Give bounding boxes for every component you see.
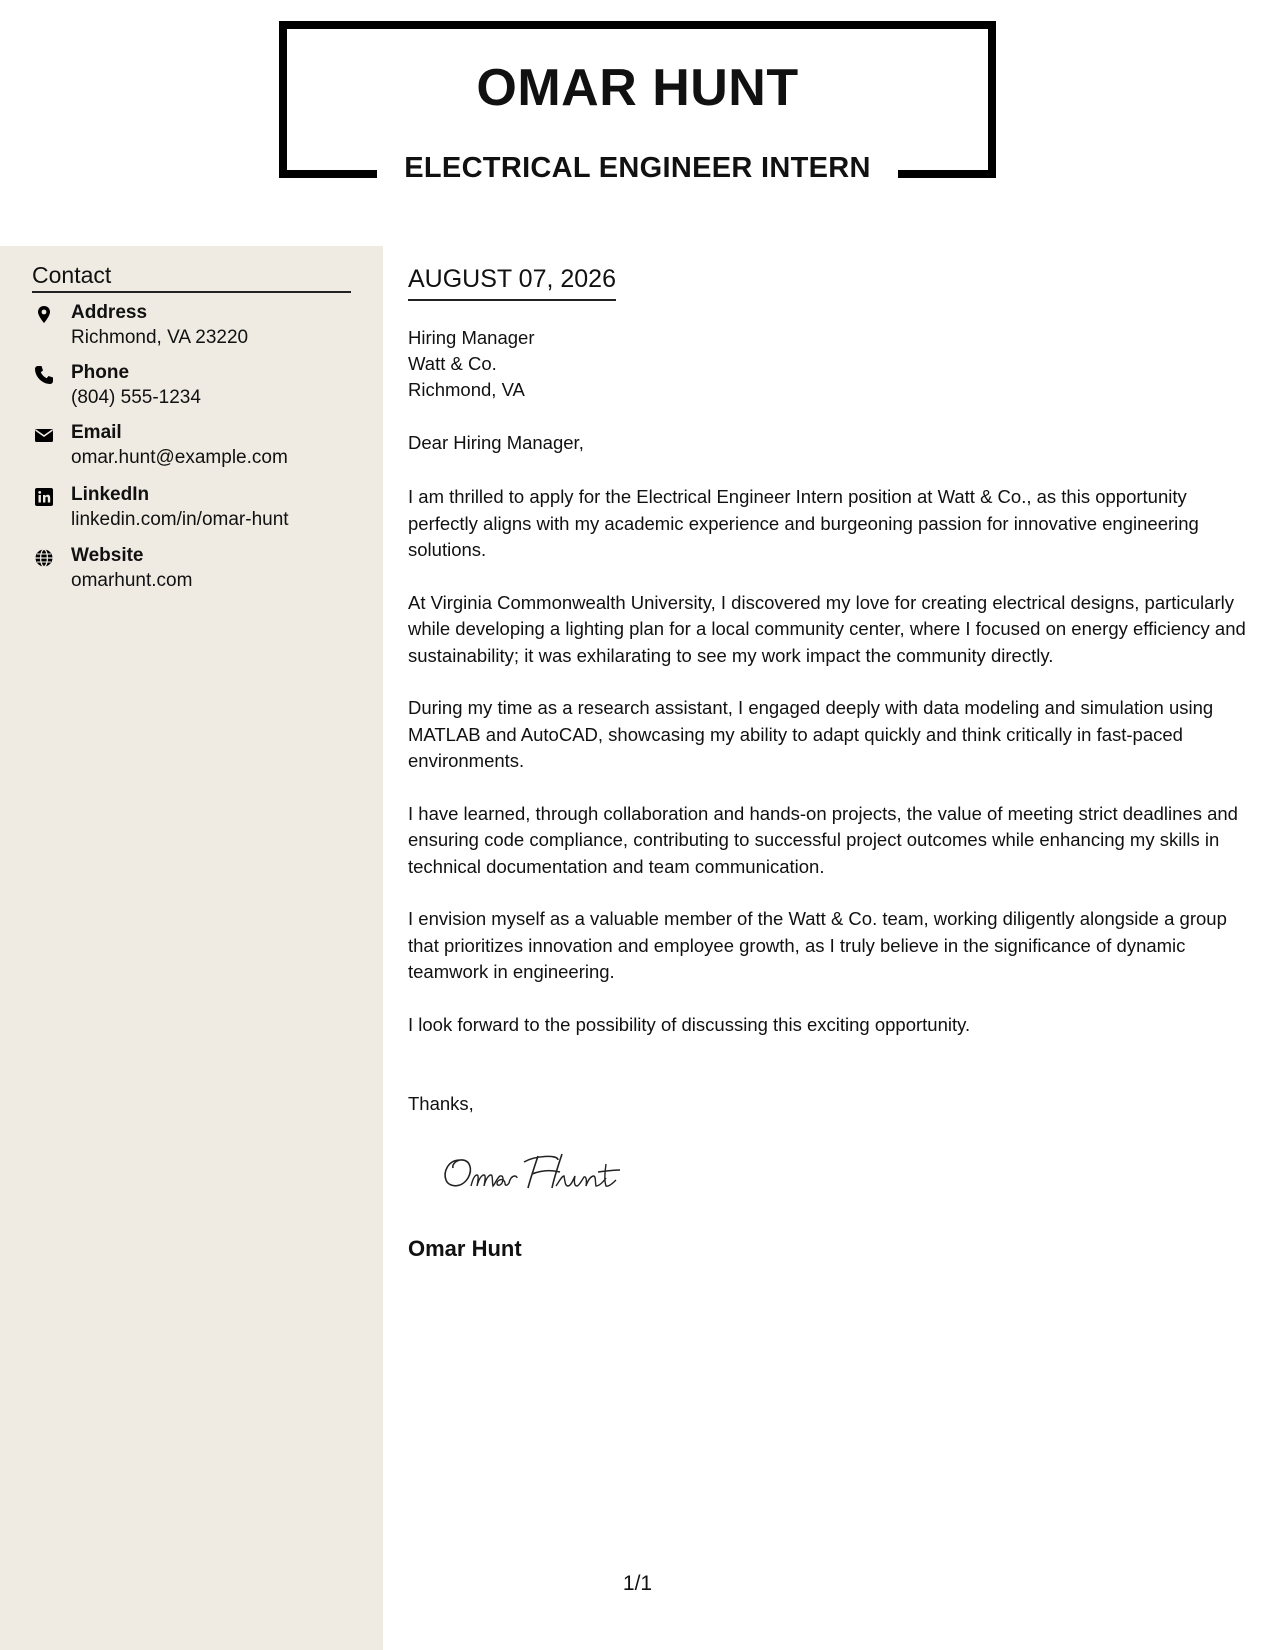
job-title: ELECTRICAL ENGINEER INTERN bbox=[377, 152, 898, 185]
contact-label: Phone bbox=[71, 362, 130, 383]
envelope-icon bbox=[34, 425, 54, 445]
phone-icon bbox=[34, 365, 54, 385]
letter-paragraph: I have learned, through collaboration and hands-on projects, the value of meeting strict deadlines and ensuring code compliance, contributing to successful project outcomes while enhancing my skills in technical documentation and team communication. bbox=[408, 802, 1238, 877]
recipient-block bbox=[408, 325, 534, 403]
handwritten-signature bbox=[438, 1148, 638, 1198]
letter-paragraph: I look forward to the possibility of discussing this exciting opportunity. bbox=[408, 1013, 971, 1035]
letter-paragraph: During my time as a research assistant, I engaged deeply with data modeling and simulation using MATLAB and AutoCAD, showcasing my ability to adapt quickly and think critically in fast-paced environments. bbox=[408, 697, 1214, 771]
contact-value: omar.hunt@example.com bbox=[71, 447, 288, 468]
letter-paragraph: I envision myself as a valuable member of the Watt & Co. team, working diligently alongside a group that prioritizes innovation and employee growth, as I truly believe in the significance of dynamic teamwork in engineering. bbox=[408, 908, 1227, 982]
signer-name: Omar Hunt bbox=[408, 1236, 522, 1261]
recipient-line: Hiring Manager bbox=[408, 327, 535, 348]
linkedin-icon bbox=[34, 487, 54, 507]
recipient-line: Watt & Co. bbox=[408, 353, 497, 374]
contact-heading: Contact bbox=[32, 262, 351, 293]
letter-date: AUGUST 07, 2026 bbox=[408, 265, 616, 301]
globe-icon bbox=[34, 548, 54, 568]
contact-label: Email bbox=[71, 422, 122, 443]
contact-label: Address bbox=[71, 302, 148, 323]
page-number: 1/1 bbox=[622, 1572, 653, 1595]
applicant-name: OMAR HUNT bbox=[476, 59, 799, 117]
contact-value: omarhunt.com bbox=[71, 570, 193, 591]
letter-closing: Thanks, bbox=[408, 1093, 474, 1114]
header-frame-bottom-right bbox=[898, 170, 996, 178]
letter-paragraph: At Virginia Commonwealth University, I discovered my love for creating electrical designs, particularly while developing a lighting plan for a local community center, where I focused on energy efficiency and sustainability; it was exhilarating to see my work impact the community directly. bbox=[408, 591, 1246, 666]
letter-paragraph: I am thrilled to apply for the Electrical Engineer Intern position at Watt & Co., as this opportunity perfectly aligns with my academic experience and burgeoning passion for innovative engineering solutions. bbox=[408, 486, 1199, 560]
contact-label: Website bbox=[71, 545, 144, 566]
recipient-line: Richmond, VA bbox=[408, 379, 525, 400]
contact-label: LinkedIn bbox=[71, 484, 150, 505]
letter-body bbox=[408, 484, 1253, 1064]
contact-value: linkedin.com/in/omar-hunt bbox=[71, 509, 289, 530]
header-frame-bottom-left bbox=[279, 170, 377, 178]
contact-value: (804) 555-1234 bbox=[71, 387, 201, 408]
map-pin-icon bbox=[34, 305, 54, 325]
contact-value: Richmond, VA 23220 bbox=[71, 327, 249, 348]
letter-greeting: Dear Hiring Manager, bbox=[408, 432, 584, 453]
